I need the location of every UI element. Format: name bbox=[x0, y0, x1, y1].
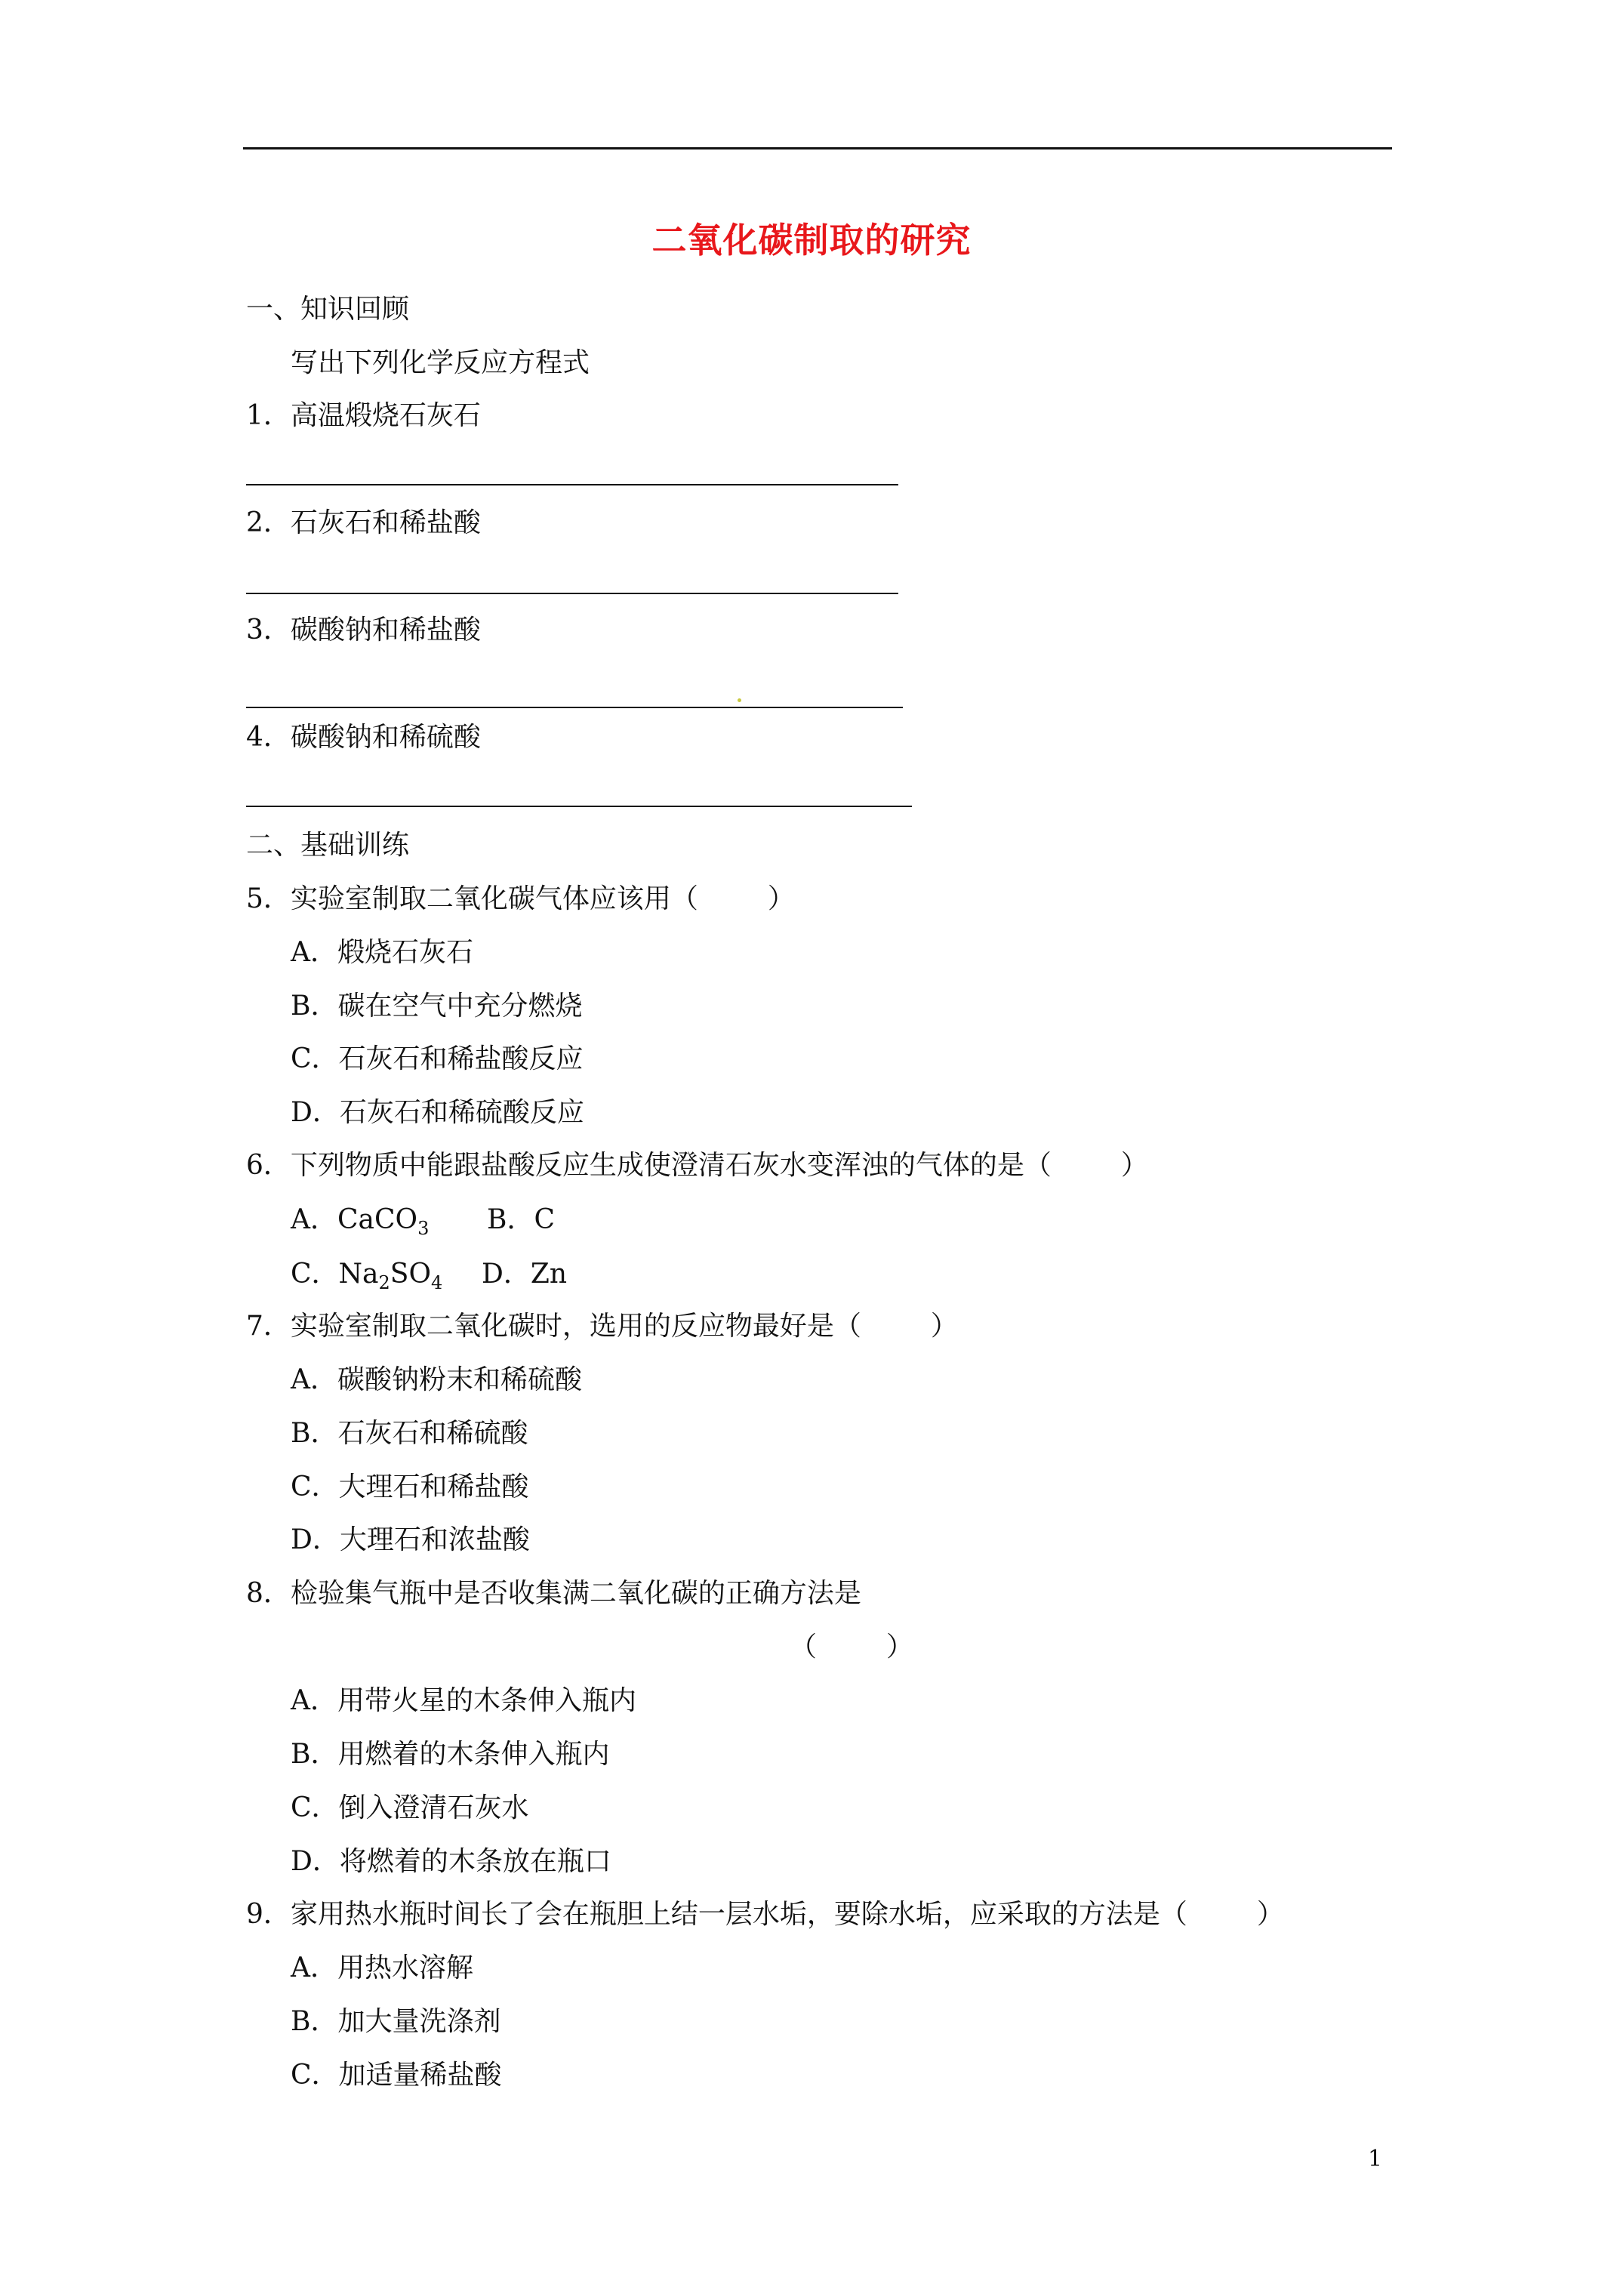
q6-option-c bbox=[291, 1256, 442, 1293]
q7-option-d: D．大理石和浓盐酸 bbox=[291, 1524, 530, 1555]
q5-option-d: D．石灰石和稀硫酸反应 bbox=[291, 1097, 584, 1128]
question-stem: 实验室制取二氧化碳气体应该用（ bbox=[290, 883, 698, 914]
item-3 bbox=[246, 612, 481, 649]
formula-text: Na bbox=[338, 1259, 379, 1290]
q8-option-b: B．用燃着的木条伸入瓶内 bbox=[291, 1739, 610, 1770]
question-8 bbox=[246, 1576, 861, 1612]
formula-subscript: 3 bbox=[417, 1218, 430, 1239]
formula-subscript: 2 bbox=[378, 1272, 390, 1293]
q7-option-b: B．石灰石和稀硫酸 bbox=[291, 1418, 528, 1449]
item-text: 碳酸钠和稀硫酸 bbox=[290, 722, 481, 753]
q8-answer-bracket bbox=[790, 1629, 913, 1666]
formula-text: SO bbox=[390, 1259, 431, 1290]
formula-text: CaCO bbox=[337, 1204, 418, 1235]
q5-option-a: A．煅烧石灰石 bbox=[291, 937, 473, 968]
question-5 bbox=[246, 881, 795, 917]
answer-line-1[interactable] bbox=[246, 484, 898, 485]
bracket-close: ） bbox=[886, 1632, 914, 1663]
question-stem: 下列物质中能跟盐酸反应生成使澄清石灰水变浑浊的气体的是（ bbox=[290, 1150, 1052, 1181]
q9-option-a: A．用热水溶解 bbox=[291, 1952, 473, 1983]
item-number: 4． bbox=[246, 722, 291, 753]
item-text: 碳酸钠和稀盐酸 bbox=[290, 615, 481, 646]
q6-option-a bbox=[291, 1202, 429, 1238]
item-text: 高温煅烧石灰石 bbox=[290, 400, 481, 431]
bracket-close: ） bbox=[1256, 1899, 1284, 1930]
item-text: 石灰石和稀盐酸 bbox=[290, 507, 481, 538]
q7-option-a: A．碳酸钠粉末和稀硫酸 bbox=[291, 1364, 582, 1395]
q8-option-c: C．倒入澄清石灰水 bbox=[291, 1792, 529, 1823]
answer-line-4[interactable] bbox=[246, 806, 912, 807]
answer-line-3[interactable] bbox=[246, 707, 903, 708]
question-stem: 实验室制取二氧化碳时，选用的反应物最好是（ bbox=[290, 1311, 861, 1342]
option-label: A． bbox=[291, 1204, 337, 1235]
question-number: 5． bbox=[246, 883, 291, 914]
item-4 bbox=[246, 720, 481, 756]
question-number: 7． bbox=[246, 1311, 291, 1342]
item-number: 3． bbox=[246, 615, 291, 646]
bracket-close: ） bbox=[1120, 1150, 1148, 1181]
question-6 bbox=[246, 1148, 1148, 1184]
bracket-close: ） bbox=[930, 1311, 958, 1342]
q8-option-a: A．用带火星的木条伸入瓶内 bbox=[291, 1685, 636, 1716]
question-number: 6． bbox=[246, 1150, 291, 1181]
bracket-close: ） bbox=[767, 883, 795, 914]
question-number: 8． bbox=[246, 1578, 291, 1609]
page-number: 1 bbox=[1368, 2146, 1383, 2172]
answer-line-2[interactable] bbox=[246, 593, 898, 594]
q5-option-b: B．碳在空气中充分燃烧 bbox=[291, 991, 583, 1022]
item-2 bbox=[246, 505, 481, 541]
q9-option-c: C．加适量稀盐酸 bbox=[291, 2060, 502, 2091]
formula-subscript: 4 bbox=[430, 1272, 443, 1293]
question-stem: 检验集气瓶中是否收集满二氧化碳的正确方法是 bbox=[290, 1578, 861, 1609]
page-title: 二氧化碳制取的研究 bbox=[651, 220, 972, 260]
item-number: 1． bbox=[246, 400, 291, 431]
bracket-open: （ bbox=[790, 1632, 818, 1663]
item-number: 2． bbox=[246, 507, 291, 538]
section-heading-review: 一、知识回顾 bbox=[246, 294, 410, 325]
question-7 bbox=[246, 1308, 958, 1345]
q9-option-b: B．加大量洗涤剂 bbox=[291, 2006, 501, 2037]
q6-option-d: D．Zn bbox=[482, 1259, 568, 1290]
q5-option-c: C．石灰石和稀盐酸反应 bbox=[291, 1043, 584, 1074]
option-label: C． bbox=[291, 1259, 339, 1290]
q8-option-d: D．将燃着的木条放在瓶口 bbox=[291, 1846, 611, 1877]
instruction-text: 写出下列化学反应方程式 bbox=[291, 347, 590, 378]
ink-speck bbox=[738, 698, 741, 702]
header-rule bbox=[243, 147, 1392, 149]
question-stem: 家用热水瓶时间长了会在瓶胆上结一层水垢，要除水垢，应采取的方法是（ bbox=[290, 1899, 1187, 1930]
item-1 bbox=[246, 398, 481, 434]
question-9 bbox=[246, 1897, 1284, 1933]
question-number: 9． bbox=[246, 1899, 291, 1930]
q7-option-c: C．大理石和稀盐酸 bbox=[291, 1472, 529, 1502]
q6-option-b: B．C bbox=[487, 1204, 556, 1235]
section-heading-practice: 二、基础训练 bbox=[246, 830, 410, 861]
